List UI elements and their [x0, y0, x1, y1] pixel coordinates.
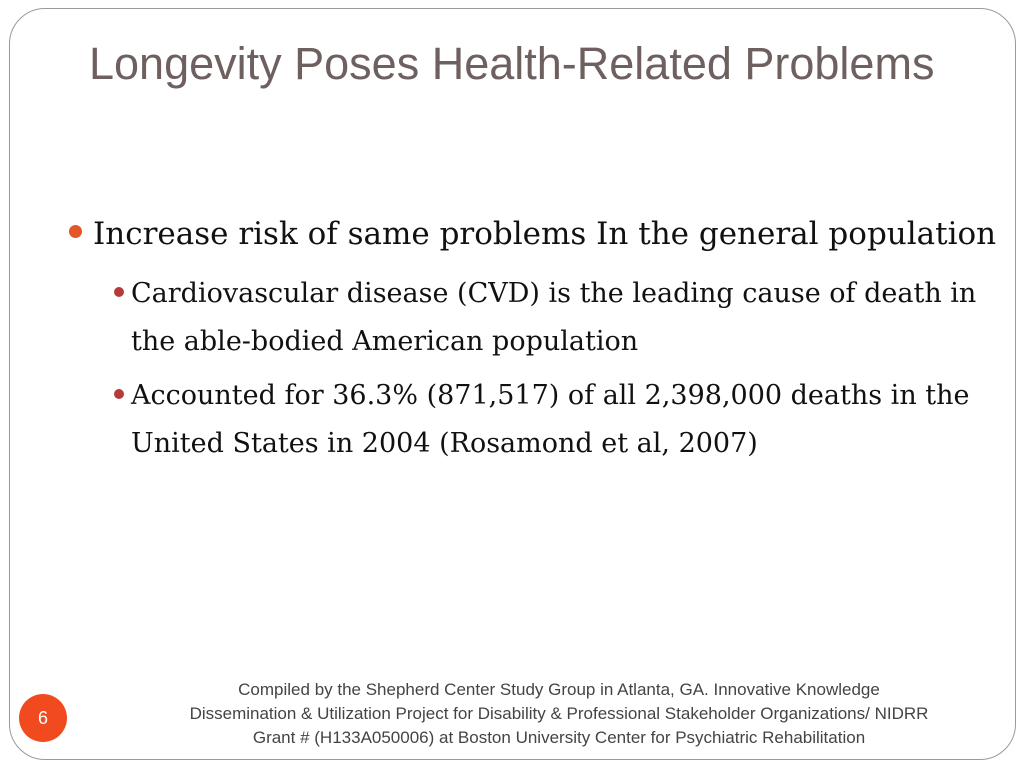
sub-bullet-item: [114, 372, 998, 468]
footer-line: Dissemination & Utilization Project for Disability & Professional Stakeholder Organizations/ NIDRR: [189, 704, 929, 723]
sub-bullet-text: Cardiovascular disease (CVD) is the leading cause of death in the able-bodied American population: [131, 278, 977, 357]
slide-title: Longevity Poses Health-Related Problems: [89, 38, 935, 89]
sub-bullet-item: [114, 270, 998, 366]
slide-content: [68, 207, 998, 474]
footer-line: Compiled by the Shepherd Center Study Group in Atlanta, GA. Innovative Knowledge: [238, 680, 880, 699]
sub-bullet-dot-icon: [114, 287, 124, 297]
slide: [9, 8, 1016, 760]
slide-footer: [114, 678, 1004, 750]
bullet-item: [68, 207, 998, 262]
bullet-dot-icon: [69, 225, 82, 238]
sub-bullet-dot-icon: [114, 389, 124, 399]
bullet-text: Increase risk of same problems In the general population: [93, 216, 997, 252]
footer-line: Grant # (H133A050006) at Boston University Center for Psychiatric Rehabilitation: [252, 728, 866, 747]
page-number-badge: 6: [19, 694, 67, 742]
sub-bullet-text: Accounted for 36.3% (871,517) of all 2,398,000 deaths in the United States in 2004 (Rosamond et al, 2007): [131, 380, 970, 459]
sub-bullet-list: [114, 270, 998, 468]
